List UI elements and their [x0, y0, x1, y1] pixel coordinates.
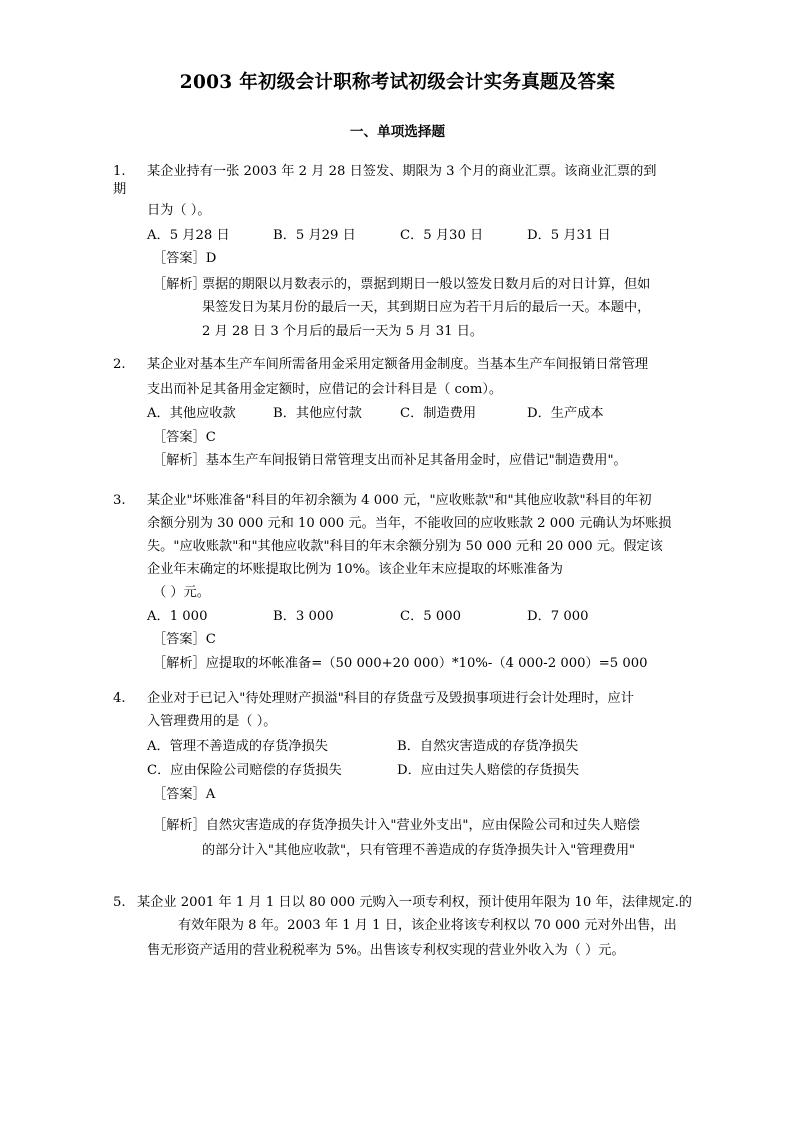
question-number: 3. — [113, 493, 126, 508]
option-a: A．管理不善造成的存货净损失 — [147, 739, 328, 754]
option-c: C．5 000 — [400, 609, 462, 624]
option-a: A．其他应收款 — [147, 406, 236, 421]
question-number: 2. — [113, 357, 126, 372]
option-d: D．应由过失人赔偿的存货损失 — [397, 763, 580, 778]
question-stem: 售无形资产适用的营业税税率为 5%。出售该专利权实现的营业外收入为（ ）元。 — [147, 943, 625, 958]
option-b: B．5 月29 日 — [273, 228, 356, 243]
analysis-line: 票据的期限以月数表示的，票据到期日一般以签发日数月后的对日计算，但如 — [202, 277, 651, 292]
document-title: 2003 年初级会计职称考试初级会计实务真题及答案 — [179, 72, 616, 93]
question-stem: 企业对于已记入"待处理财产损溢"科目的存货盘亏及毁损事项进行会计处理时，应计 — [147, 691, 634, 706]
question-stem: 企业年末确定的坏账提取比例为 10%。该企业年末应提取的坏账准备为 — [147, 562, 563, 577]
question-stem: 入管理费用的是（ ）。 — [147, 714, 277, 729]
analysis-line: 2 月 28 日 3 个月后的最后一天为 5 月 31 日。 — [202, 324, 484, 339]
question-stem: 余额分别为 30 000 元和 10 000 元。当年，不能收回的应收账款 2 000 元确认为坏账损 — [147, 516, 672, 531]
analysis-line: ［解析］自然灾害造成的存货净损失计入"营业外支出"，应由保险公司和过失人赔偿 — [153, 818, 640, 833]
option-c: C．5 月30 日 — [400, 228, 484, 243]
question-number: 4. — [113, 691, 126, 706]
option-c: C．制造费用 — [400, 406, 477, 421]
option-b: B．自然灾害造成的存货净损失 — [397, 739, 579, 754]
question-stem: 某企业持有一张 2003 年 2 月 28 日签发、期限为 3 个月的商业汇票。该商业汇票的到 — [147, 164, 657, 179]
question-number: 5. — [113, 895, 126, 910]
analysis-line: 的部分计入"其他应收款"，只有管理不善造成的存货净损失计入"管理费用" — [202, 843, 636, 858]
answer: ［答案］D — [153, 251, 217, 266]
option-d: D．生产成本 — [527, 406, 604, 421]
question-stem-wrap: 期 — [113, 182, 127, 197]
analysis: ［解析］应提取的坏帐准备=（50 000+20 000）*10%-（4 000-2 000）=5 000 — [153, 656, 648, 671]
analysis: ［解析］基本生产车间报销日常管理支出而补足其备用金时，应借记"制造费用"。 — [153, 453, 627, 468]
question-stem: 某企业 2001 年 1 月 1 日以 80 000 元购入一项专利权，预计使用年限为 10 年，法律规定.的 — [137, 895, 692, 910]
question-number: 1. — [113, 164, 126, 179]
option-a: A．5 月28 日 — [147, 228, 230, 243]
answer: ［答案］A — [153, 787, 216, 802]
option-d: D．7 000 — [527, 609, 589, 624]
question-stem: 日为（ ）。 — [147, 203, 211, 218]
question-stem: 某企业"坏账准备"科目的年初余额为 4 000 元，"应收账款"和"其他应收款"科目的年初 — [147, 493, 652, 508]
option-d: D．5 月31 日 — [527, 228, 611, 243]
question-stem: 某企业对基本生产车间所需备用金采用定额备用金制度。当基本生产车间报销日常管理 — [147, 357, 649, 372]
analysis-label: ［解析］ — [153, 277, 206, 292]
question-stem: （ ）元。 — [153, 585, 210, 600]
question-stem: 支出而补足其备用金定额时，应借记的会计科目是（ com）。 — [147, 382, 503, 397]
answer: ［答案］C — [153, 632, 216, 647]
option-b: B．其他应付款 — [273, 406, 362, 421]
question-stem: 失。"应收账款"和"其他应收款"科目的年末余额分别为 50 000 元和 20 000 元。假定该 — [147, 539, 663, 554]
analysis-line: 果签发日为某月份的最后一天，其到期日应为若干月后的最后一天。本题中， — [202, 300, 651, 315]
section-heading: 一、单项选择题 — [349, 124, 446, 140]
answer: ［答案］C — [153, 430, 216, 445]
option-b: B．3 000 — [273, 609, 334, 624]
option-a: A．1 000 — [147, 609, 208, 624]
question-stem: 有效年限为 8 年。2003 年 1 月 1 日，该企业将该专利权以 70 000 元对外出售，出 — [178, 918, 677, 933]
option-c: C．应由保险公司赔偿的存货损失 — [147, 763, 342, 778]
